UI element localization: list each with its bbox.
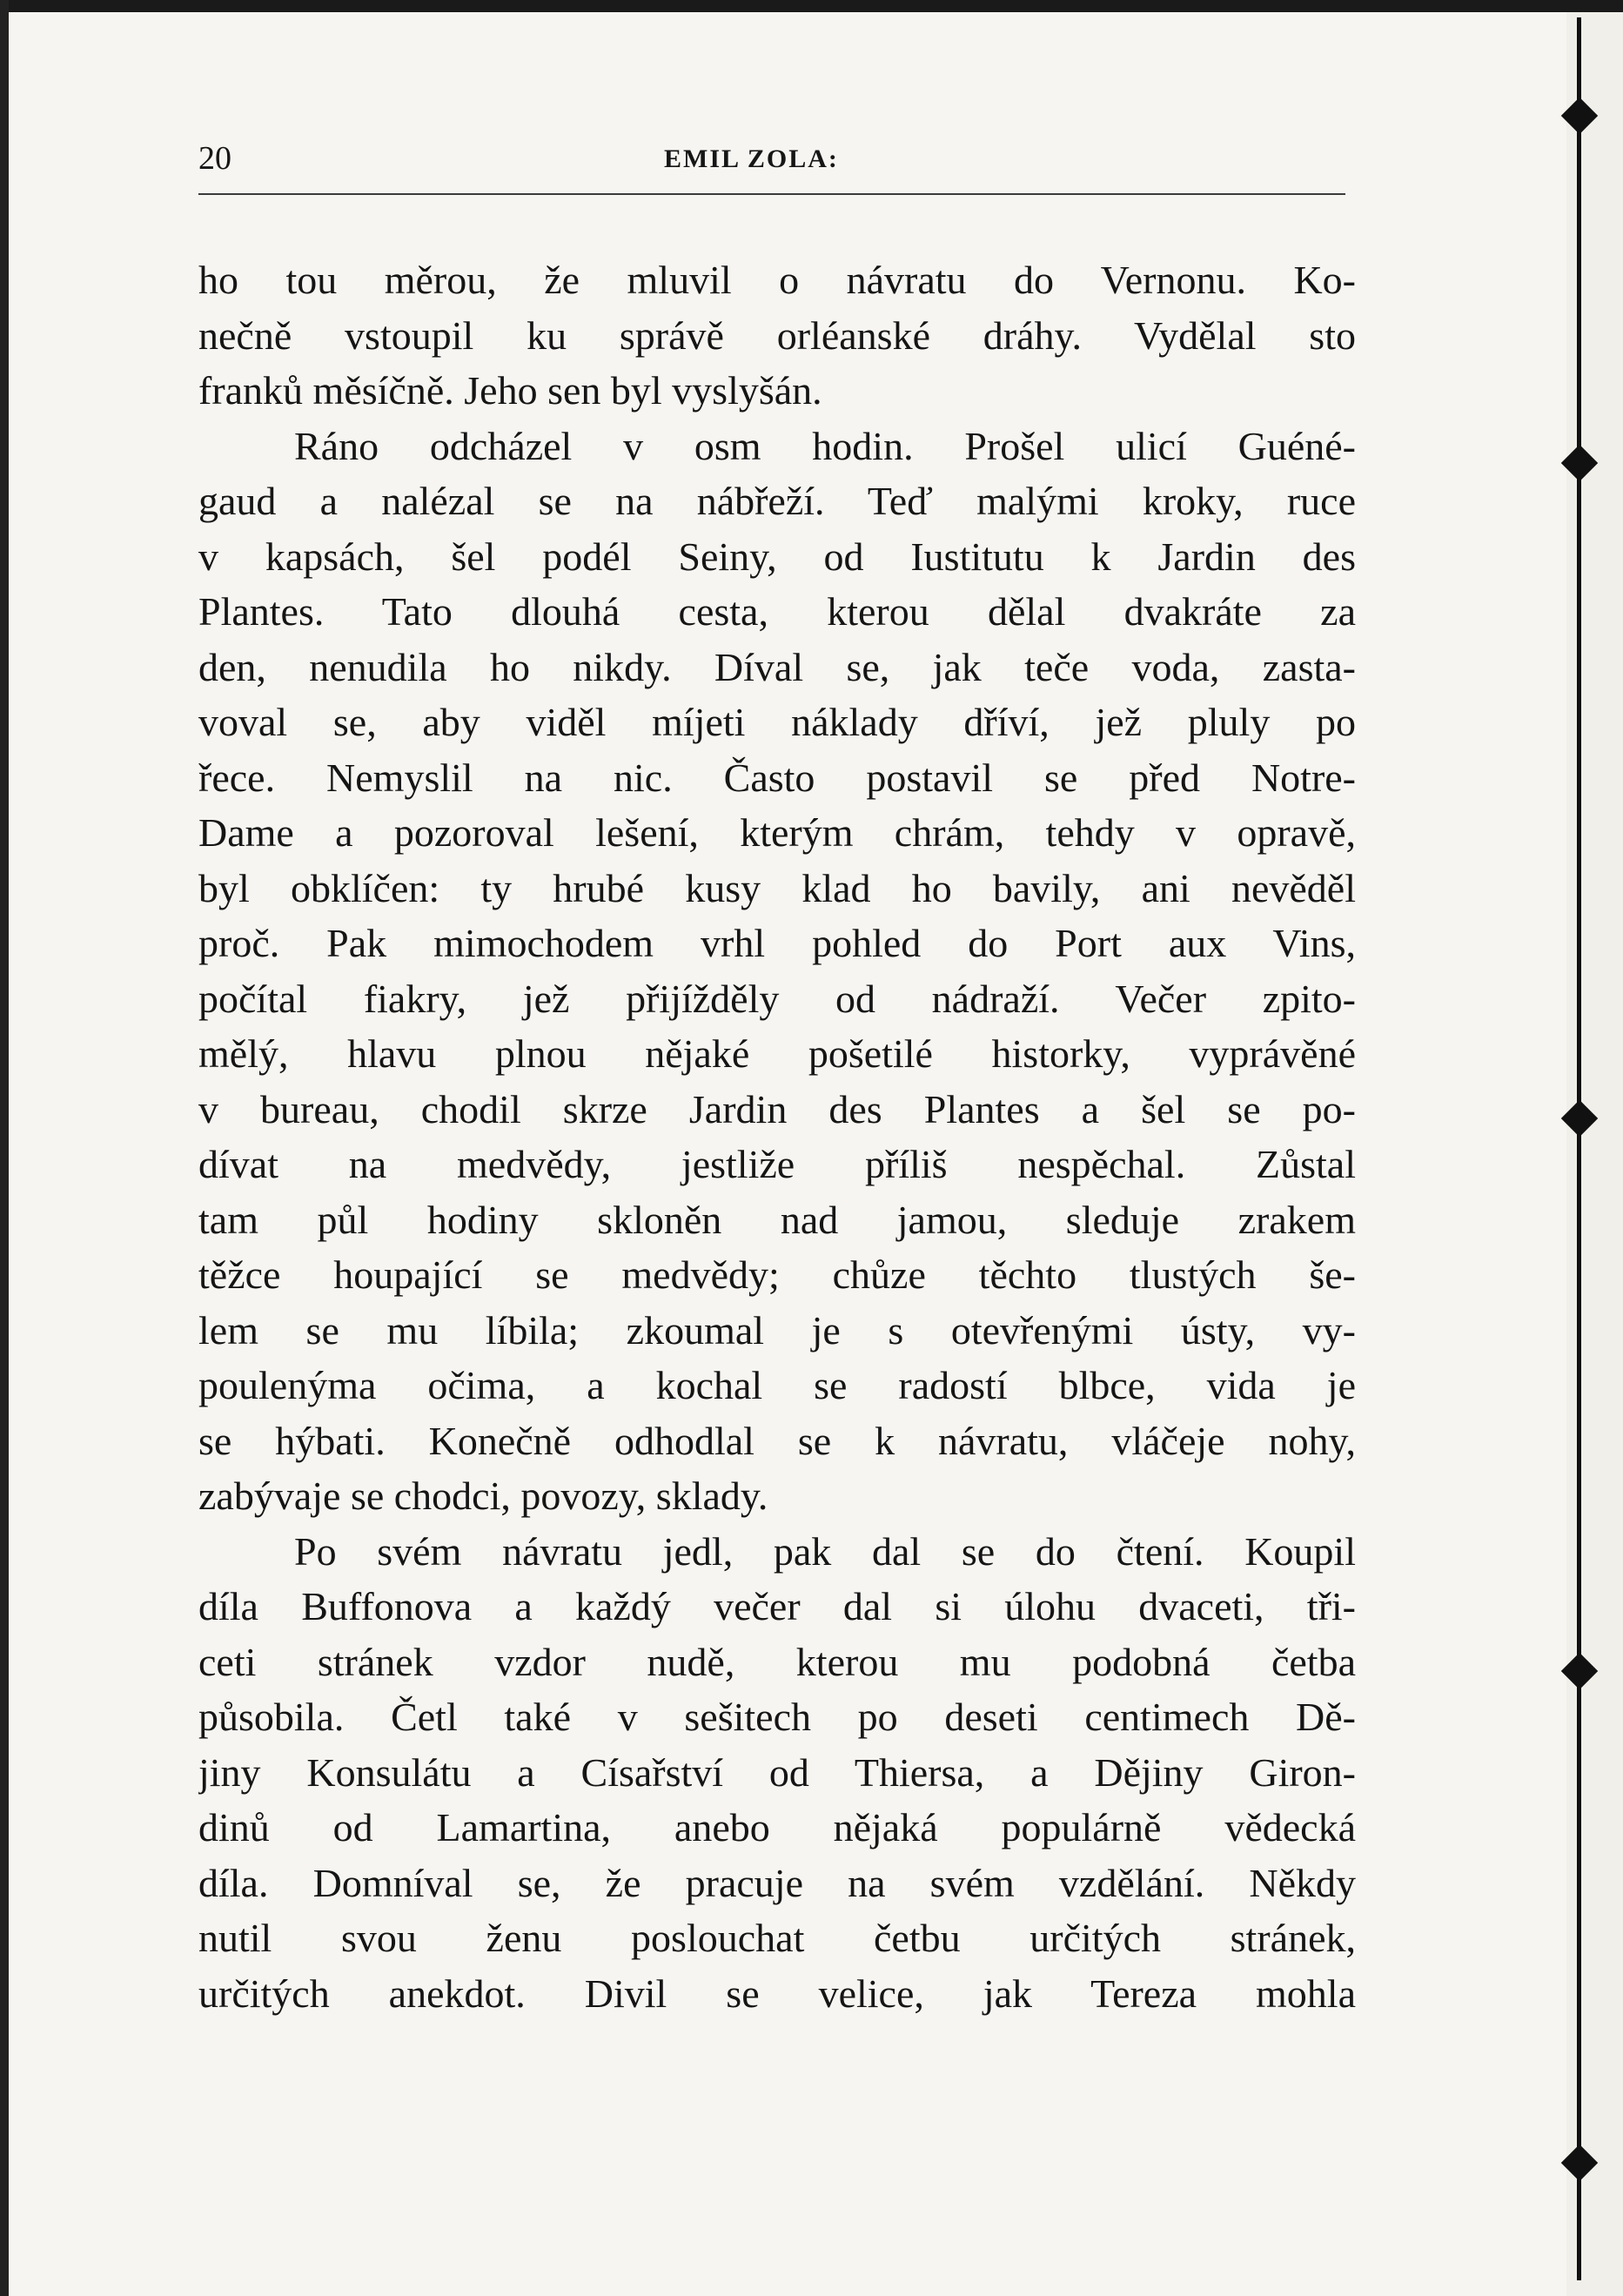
text-line: ceti stránek vzdor nudě, kterou mu podobná četba xyxy=(198,1639,1356,1684)
text-line: den, nenudila ho nikdy. Díval se, jak teče voda, zasta- xyxy=(198,644,1356,689)
page-header xyxy=(198,139,1345,191)
scan-edge-top xyxy=(0,0,1623,12)
text-line: díla Buffonova a každý večer dal si úlohu dvaceti, tři- xyxy=(198,1584,1356,1628)
running-head: EMIL ZOLA: xyxy=(664,144,839,173)
text-line: zabývaje se chodci, povozy, sklady. xyxy=(198,1474,768,1518)
text-line: voval se, aby viděl míjeti náklady dříví, jež pluly po xyxy=(198,700,1356,744)
book-binding xyxy=(1566,0,1623,2296)
text-line: nečně vstoupil ku správě orléanské dráhy. Vydělal sto xyxy=(198,312,1356,358)
text-line: tam půl hodiny skloněn nad jamou, sleduje zrakem xyxy=(198,1197,1356,1242)
body-text xyxy=(198,252,1356,2021)
text-line: Plantes. Tato dlouhá cesta, kterou dělal dvakráte za xyxy=(198,589,1356,634)
text-line: určitých anekdot. Divil se velice, jak Tereza mohla xyxy=(198,1970,1356,2016)
text-line: v bureau, chodil skrze Jardin des Plantes a šel se po- xyxy=(198,1086,1356,1131)
text-line: mělý, hlavu plnou nějaké pošetilé historky, vyprávěné xyxy=(198,1031,1356,1076)
text-line: ho tou měrou, že mluvil o návratu do Vernonu. Ko- xyxy=(198,258,1356,302)
text-line: lem se mu líbila; zkoumal je s otevřenými ústy, vy- xyxy=(198,1307,1356,1353)
text-line: těžce houpající se medvědy; chůze těchto tlustých še- xyxy=(198,1252,1356,1297)
text-line: Ráno odcházel v osm hodin. Prošel ulicí Guéné- xyxy=(294,423,1356,468)
text-line: díla. Domníval se, že pracuje na svém vzdělání. Někdy xyxy=(198,1860,1356,1905)
text-line: gaud a nalézal se na nábřeží. Teď malými kroky, ruce xyxy=(198,479,1356,523)
text-line: působila. Četl také v sešitech po deseti centimech Dě- xyxy=(198,1695,1356,1739)
scan-edge-left xyxy=(0,0,9,2296)
text-line: byl obklíčen: ty hrubé kusy klad ho bavily, ani nevěděl xyxy=(198,865,1356,910)
header-rule xyxy=(198,193,1345,195)
text-line: nutil svou ženu poslouchat četbu určitých stránek, xyxy=(198,1916,1356,1960)
text-line: poulenýma očima, a kochal se radostí blbce, vida je xyxy=(198,1363,1356,1407)
text-line: Dame a pozoroval lešení, kterým chrám, tehdy v opravě, xyxy=(198,810,1356,855)
text-line: proč. Pak mimochodem vrhl pohled do Port aux Vins, xyxy=(198,921,1356,965)
page-number: 20 xyxy=(198,140,231,177)
text-line: dinů od Lamartina, anebo nějaká populárně vědecká xyxy=(198,1805,1356,1850)
text-line: řece. Nemyslil na nic. Často postavil se před Notre- xyxy=(198,755,1356,800)
text-line: počítal fiakry, jež přijížděly od nádraží. Večer zpito- xyxy=(198,976,1356,1021)
binding-rule xyxy=(1577,17,1581,2280)
text-line: v kapsách, šel podél Seiny, od Iustitutu k Jardin des xyxy=(198,534,1356,579)
text-line: jiny Konsulátu a Císařství od Thiersa, a Dějiny Giron- xyxy=(198,1749,1356,1795)
text-line: Po svém návratu jedl, pak dal se do čtení. Koupil xyxy=(294,1528,1356,1574)
text-line: dívat na medvědy, jestliže příliš nespěchal. Zůstal xyxy=(198,1142,1356,1186)
text-line: se hýbati. Konečně odhodlal se k návratu, vláčeje nohy, xyxy=(198,1418,1356,1463)
text-line: franků měsíčně. Jeho sen byl vyslyšán. xyxy=(198,368,822,413)
